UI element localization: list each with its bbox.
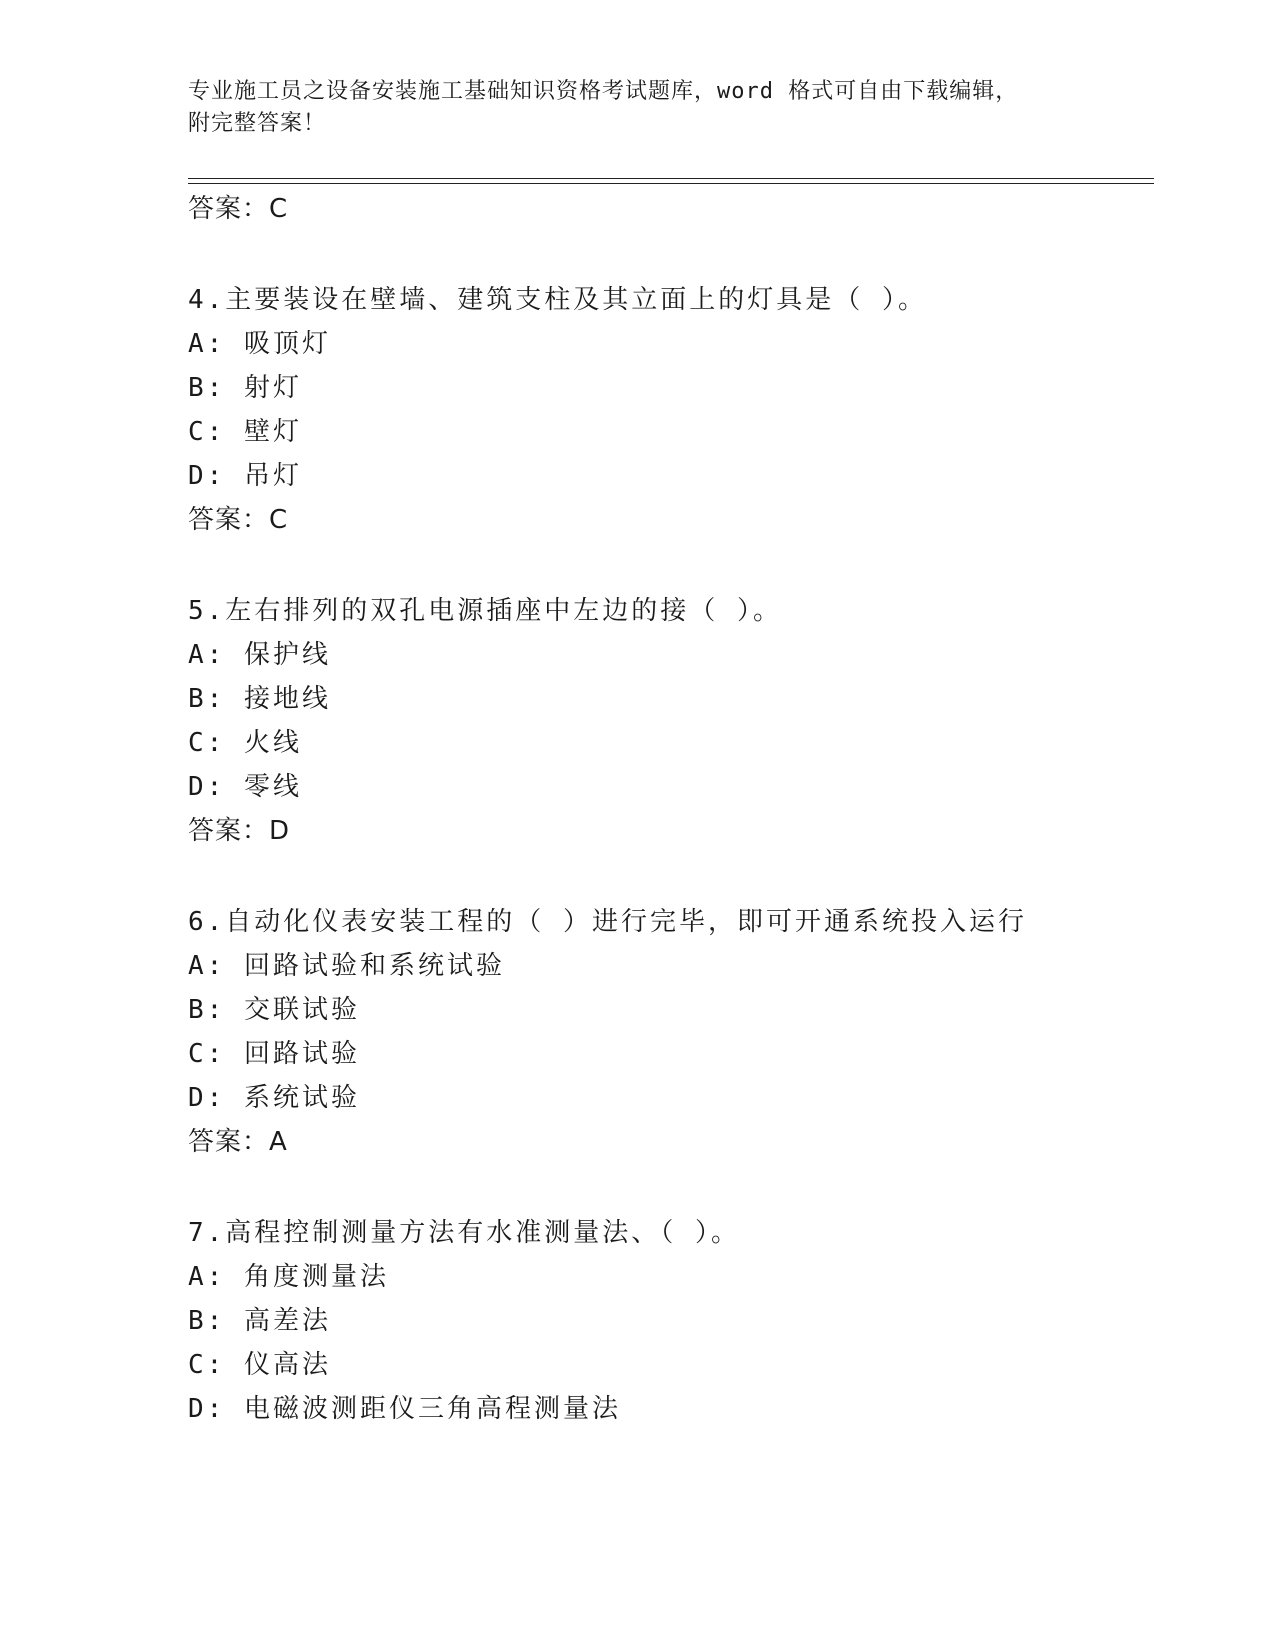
option-b: B: 高差法 xyxy=(188,1306,331,1336)
header-divider-bottom xyxy=(188,183,1154,184)
option-c: C: 回路试验 xyxy=(188,1039,360,1069)
answer: 答案：C xyxy=(188,505,289,535)
answer: 答案：D xyxy=(188,816,291,846)
previous-answer: 答案：C xyxy=(188,194,289,224)
document-header xyxy=(188,76,1088,140)
question-stem: 5.左右排列的双孔电源插座中左边的接（ ）。 xyxy=(188,596,782,626)
option-a: A: 角度测量法 xyxy=(188,1262,389,1292)
option-a: A: 回路试验和系统试验 xyxy=(188,951,505,981)
header-line-2: 附完整答案！ xyxy=(188,111,327,136)
question-stem: 4.主要装设在壁墙、建筑支柱及其立面上的灯具是（ ）。 xyxy=(188,285,927,315)
answer: 答案：A xyxy=(188,1127,288,1157)
option-b: B: 接地线 xyxy=(188,684,331,714)
question-stem: 6.自动化仪表安装工程的（ ）进行完毕，即可开通系统投入运行 xyxy=(188,907,1027,937)
option-a: A: 保护线 xyxy=(188,640,331,670)
option-b: B: 射灯 xyxy=(188,373,302,403)
option-c: C: 火线 xyxy=(188,728,302,758)
option-d: D: 系统试验 xyxy=(188,1083,360,1113)
option-b: B: 交联试验 xyxy=(188,995,360,1025)
option-c: C: 壁灯 xyxy=(188,417,302,447)
header-line-1: 专业施工员之设备安装施工基础知识资格考试题库，word 格式可自由下载编辑， xyxy=(188,79,1019,104)
header-divider-top xyxy=(188,178,1154,179)
option-d: D: 电磁波测距仪三角高程测量法 xyxy=(188,1394,621,1424)
option-d: D: 吊灯 xyxy=(188,461,302,491)
question-stem: 7.高程控制测量方法有水准测量法、（ ）。 xyxy=(188,1218,740,1248)
option-c: C: 仪高法 xyxy=(188,1350,331,1380)
option-a: A: 吸顶灯 xyxy=(188,329,331,359)
option-d: D: 零线 xyxy=(188,772,302,802)
